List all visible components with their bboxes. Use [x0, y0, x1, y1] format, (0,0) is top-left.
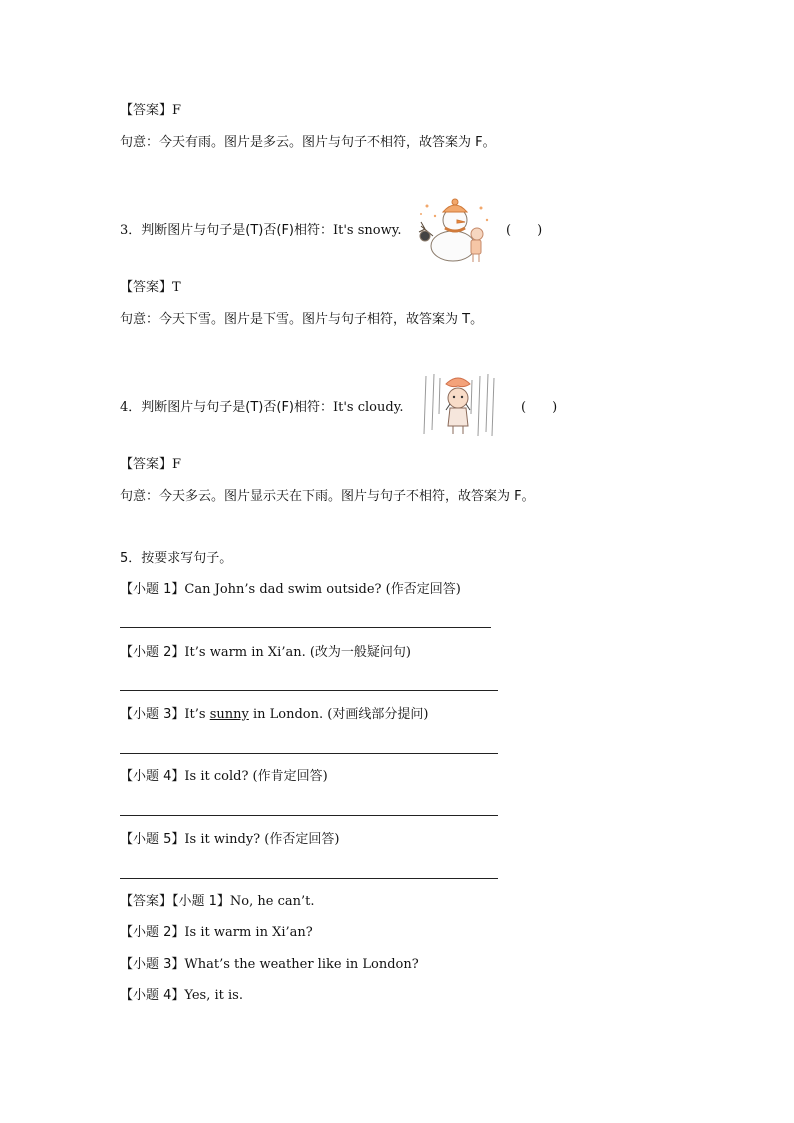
answer-tag: 【小题 2】 — [120, 925, 185, 940]
q4-sentence: It's cloudy. — [333, 400, 404, 415]
q2-answer-value: F — [172, 103, 182, 118]
item-tag: 【小题 5】 — [120, 832, 185, 847]
q4-number: 4． — [120, 400, 142, 415]
snowman-image — [415, 196, 495, 266]
item-tag: 【小题 4】 — [120, 769, 185, 784]
q3-sentence: It's snowy. — [333, 223, 402, 238]
q3-explanation: 句意：今天下雪。图片是下雪。图片与句子相符，故答案为 T。 — [120, 312, 484, 327]
answer-label: 【答案】 — [120, 103, 173, 118]
item-text: It’s warm in Xi’an. (改为一般疑问句) — [184, 645, 411, 660]
rainy-girl-image — [420, 374, 500, 438]
answer-label: 【答案】 — [120, 894, 173, 909]
q5-title: 5．按要求写句子。 — [120, 551, 233, 566]
item-tag: 【小题 3】 — [120, 707, 185, 722]
answer-tag: 【小题 4】 — [120, 988, 185, 1003]
answer-text: No, he can’t. — [229, 894, 315, 909]
q3-answer-blank: ( ) — [506, 223, 543, 238]
q4-prompt: 判断图片与句子是(T)否(F)相符： — [141, 400, 333, 415]
item-text-pre: It’s — [184, 707, 210, 722]
q5-item-1 — [120, 581, 461, 599]
answer-text: Is it warm in Xi’an? — [184, 925, 313, 940]
answer-line-1[interactable] — [120, 627, 491, 628]
answer-line-2[interactable] — [120, 690, 498, 691]
q5-answer-3 — [120, 956, 419, 974]
q4-explanation: 句意：今天多云。图片显示天在下雨。图片与句子不相符，故答案为 F。 — [120, 489, 535, 504]
q3-prompt: 判断图片与句子是(T)否(F)相符： — [141, 223, 333, 238]
answer-label: 【答案】 — [120, 280, 173, 295]
q5-item-5 — [120, 831, 339, 849]
item-text: Can John’s dad swim outside? (作否定回答) — [184, 582, 461, 597]
q4-answer — [120, 456, 181, 474]
underlined-word: sunny — [209, 707, 249, 722]
q2-explanation: 句意：今天有雨。图片是多云。图片与句子不相符，故答案为 F。 — [120, 135, 496, 150]
item-tag: 【小题 1】 — [120, 582, 185, 597]
q3-answer-value: T — [172, 280, 181, 295]
q5-answer-1 — [120, 893, 314, 911]
item-text: Is it windy? (作否定回答) — [184, 832, 340, 847]
q5-answer-2 — [120, 924, 313, 942]
q5-item-3 — [120, 706, 428, 724]
answer-line-3[interactable] — [120, 753, 498, 754]
q4-question — [120, 399, 403, 417]
answer-line-4[interactable] — [120, 815, 498, 816]
q5-item-4 — [120, 768, 328, 786]
q4-answer-value: F — [172, 457, 182, 472]
q3-number: 3． — [120, 223, 142, 238]
answer-text: Yes, it is. — [184, 988, 243, 1003]
answer-tag: 【小题 3】 — [120, 957, 185, 972]
answer-text: What’s the weather like in London? — [184, 957, 419, 972]
q2-answer — [120, 102, 181, 120]
answer-tag: 【小题 1】 — [172, 894, 230, 909]
q3-answer — [120, 279, 181, 297]
q5-answer-4 — [120, 987, 243, 1005]
item-tag: 【小题 2】 — [120, 645, 185, 660]
q5-item-2 — [120, 644, 411, 662]
item-text: Is it cold? (作肯定回答) — [184, 769, 328, 784]
answer-label: 【答案】 — [120, 457, 173, 472]
item-text-post: in London. (对画线部分提问) — [248, 707, 429, 722]
q4-answer-blank: ( ) — [521, 400, 558, 415]
q3-question — [120, 222, 402, 240]
answer-line-5[interactable] — [120, 878, 498, 879]
